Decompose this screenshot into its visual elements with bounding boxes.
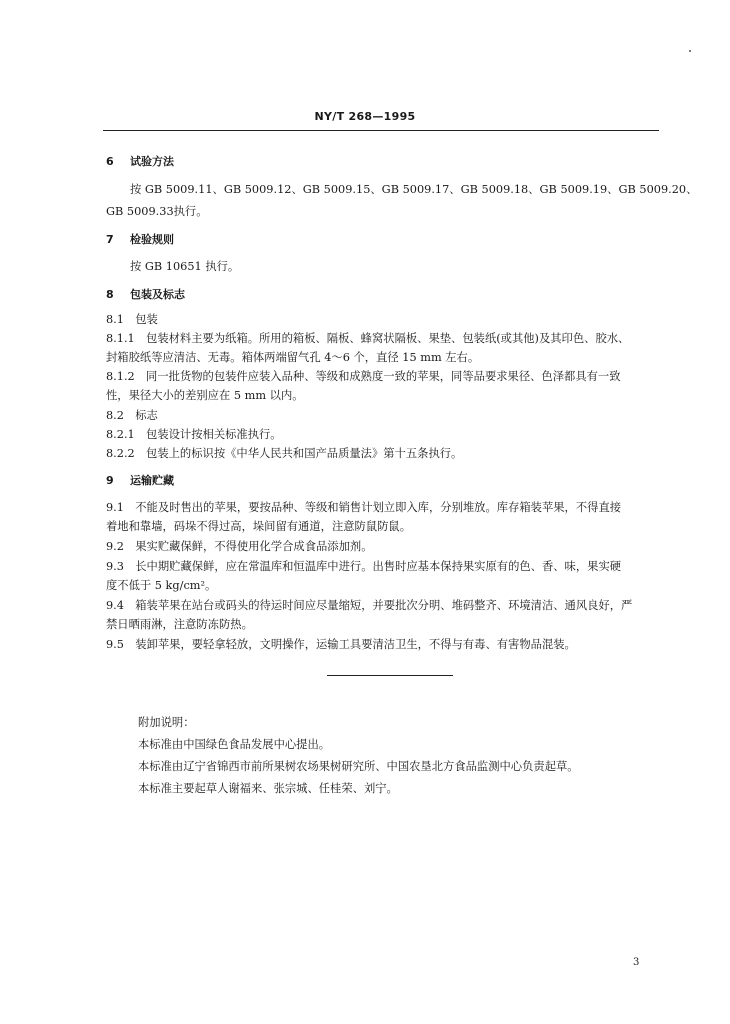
section-6-line-2: GB 5009.33执行。	[106, 205, 208, 218]
section-7-line-1: 按 GB 10651 执行。	[130, 260, 240, 273]
clause-9-1-line-1: 9.1 不能及时售出的苹果，要按品种、等级和销售计划立即入库，分别堆放。库存箱装苹果，不得直接	[106, 501, 622, 514]
appendix-line-1: 本标准由中国绿色食品发展中心提出。	[138, 738, 331, 751]
section-7-number: 7	[106, 233, 114, 246]
clause-8-2-1: 8.2.1 包装设计按相关标准执行。	[106, 428, 282, 441]
clause-9-2: 9.2 果实贮藏保鲜，不得使用化学合成食品添加剂。	[106, 540, 373, 553]
clause-8-2: 8.2 标志	[106, 409, 158, 422]
clause-9-3-line-2: 度不低于 5 kg/cm²。	[106, 579, 217, 592]
clause-8-1-2-line-1: 8.1.2 同一批货物的包装件应装入品种、等级和成熟度一致的苹果，同等品要求果径、色泽都具有一致	[106, 370, 621, 383]
clause-8-1-1-line-1: 8.1.1 包装材料主要为纸箱。所用的箱板、隔板、蜂窝状隔板、果垫、包装纸(或其他)及其印色、胶水、	[106, 332, 630, 345]
appendix-line-3: 本标准主要起草人谢福来、张宗城、任桂荣、刘宁。	[138, 782, 398, 795]
clause-8-1-1-line-2: 封箱胶纸等应清洁、无毒。箱体两端留气孔 4～6 个，直径 15 mm 左右。	[106, 351, 480, 364]
section-9-heading	[106, 472, 174, 488]
section-6-heading	[106, 153, 174, 169]
clause-9-4-line-2: 禁日晒雨淋，注意防冻防热。	[106, 618, 253, 631]
section-7-title: 检验规则	[130, 233, 174, 246]
clause-8-1-2-line-2: 性，果径大小的差别应在 5 mm 以内。	[106, 389, 304, 402]
clause-9-5: 9.5 装卸苹果，要轻拿轻放，文明操作，运输工具要清洁卫生，不得与有毒、有害物品混装。	[106, 638, 576, 651]
page-number: 3	[633, 957, 640, 968]
section-6-title: 试验方法	[130, 155, 174, 168]
section-9-number: 9	[106, 474, 114, 487]
clause-9-4-line-1: 9.4 箱装苹果在站台或码头的待运时间应尽量缩短，并要批次分明、堆码整齐、环境清洁、通风良好，严	[106, 599, 633, 612]
standard-number-header: NY/T 268—1995	[314, 110, 416, 123]
clause-9-1-line-2: 着地和靠墙，码垛不得过高，垛间留有通道，注意防鼠防鼠。	[106, 520, 412, 533]
section-6-line-1: 按 GB 5009.11、GB 5009.12、GB 5009.15、GB 5009.17、GB 5009.18、GB 5009.19、GB 5009.20、	[130, 183, 698, 196]
section-7-heading	[106, 231, 174, 247]
section-8-number: 8	[106, 288, 114, 301]
clause-8-1: 8.1 包装	[106, 313, 158, 326]
section-9-title: 运输贮藏	[130, 474, 174, 487]
section-8-title: 包装及标志	[130, 288, 185, 301]
appendix-title: 附加说明：	[138, 716, 195, 729]
scan-speck	[689, 50, 691, 52]
section-8-heading	[106, 286, 185, 302]
end-of-text-rule	[327, 675, 453, 676]
clause-8-2-2: 8.2.2 包装上的标识按《中华人民共和国产品质量法》第十五条执行。	[106, 447, 463, 460]
appendix-line-2: 本标准由辽宁省锦西市前所果树农场果树研究所、中国农垦北方食品监测中心负责起草。	[138, 760, 579, 773]
clause-9-3-line-1: 9.3 长中期贮藏保鲜，应在常温库和恒温库中进行。出售时应基本保持果实原有的色、香、味，果实硬	[106, 560, 622, 573]
section-6-number: 6	[106, 155, 114, 168]
header-rule	[103, 130, 659, 131]
